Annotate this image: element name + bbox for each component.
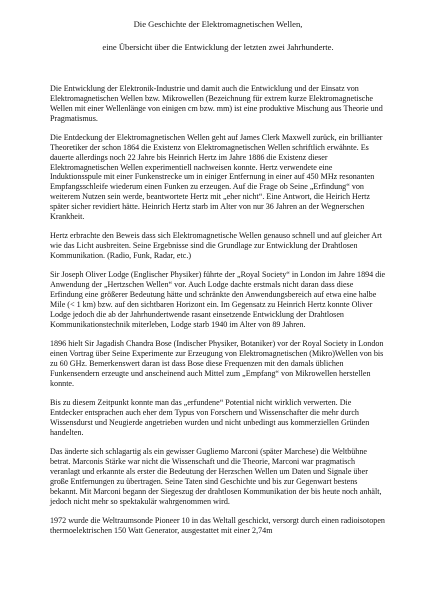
paragraph-hertz-proof: Hertz erbrachte den Beweis dass sich Elektromagnetische Wellen genauso schnell und auf gleicher Art wie das Licht ausbreiten. Seine Ergebnisse sind die Grundlage zur Entwicklung der Drahtlosen Kommunikation. (Radio, Funk, Radar, etc.) [50,231,383,261]
paragraph-potential: Bis zu diesem Zeitpunkt konnte man das „erfundene“ Potential nicht wirklich verwerten. Die Entdecker entsprachen auch eher dem Typus von Forschern und Wissenschafter die mehr durch Wissensdurst und Neugierde angetrieben wurden und nicht unbedingt aus kommerziellen Gründen handelten. [50,398,370,437]
paragraph-bose: 1896 hielt Sir Jagadish Chandra Bose (Indischer Physiker, Botaniker) vor der Royal Society in London einen Vortrag über Seine Experimente zur Erzeugung von Elektromagnetischen (Mikro)Wellen von bis zu 60 GHz. Bemerkenswert daran ist dass Bose diese Frequenzen mit den damals üblichen Funkensendern erzeugte und anscheinend auch Mittel zum „Empfang“ von Mikrowellen herstellen konnte. [50,339,384,388]
paragraph-intro: Die Entwicklung der Elektronik-Industrie und damit auch die Entwicklung und der Einsatz von Elektromagnetischen Wellen bzw. Mikrowellen (Bezeichnung für extrem kurze Elektromagnetische Wellen mit einer Wellenlänge von einigen cm bzw. mm) ist eine produktive Mischung aus Theorie und Pragmatismus. [50,83,383,123]
document-body [50,53,386,536]
document-title-line-2: eine Übersicht über die Entwicklung der letzten zwei Jahrhunderte. [102,42,334,53]
document-title-line-1: Die Geschichte der Elektromagnetischen Wellen, [133,19,303,29]
paragraph-lodge: Sir Joseph Oliver Lodge (Englischer Physiker) führte der „Royal Society“ in London im Jahre 1894 die Anwendung der „Hertzschen Wellen“ vor. Auch Lodge dachte erstmals nicht daran dass diese Erfindung eine größerer Bedeutung hätte und schränkte den Anwendungsbereich auf etwa eine halbe Mile (< 1 km) bzw. auf den sichtbaren Horizont ein. Im Gegensatz zu Heinrich Hertz konnte Oliver Lodge jedoch die ab der Jahrhundertwende rasant einsetzende Entwicklung der Drahtlosen Kommunikationstechnik miterleben, Lodge starb 1940 im Alter von 89 Jahren. [50,270,386,330]
paragraph-pioneer: 1972 wurde die Weltraumsonde Pioneer 10 in das Weltall geschickt, versorgt durch einen radioisotopen thermoelektrischen 150 Watt Generator, ausgestattet mit einer 2,74m [50,516,385,535]
paragraph-maxwell-hertz: Die Entdeckung der Elektromagnetischen Wellen geht auf James Clerk Maxwell zurück, ein brillianter Theoretiker der schon 1864 die Existenz von Elektromagnetischen Wellen schriftlich erwähnte. Es dauerte allerdings noch 22 Jahre bis Heinrich Hertz im Jahre 1886 die Existenz dieser Elektromagnetischen Wellen experimentiell nachweisen konnte. Hertz verwendete eine Induktionsspule mit einer Funkenstrecke um in einiger Entfernung in einer auf 450 MHz resonanten Empfangsschleife wiederum einen Funken zu erzeugen. Auf die Frage ob Seine „Erfindung“ von weiterem Nutzen sein werde, beantwortete Hertz mit „eher nicht“. Eine Antwort, die Heirich Hertz später sicher revidiert hätte. Heinrich Hertz starb im Alter von nur 36 Jahren an der Wegnerschen Krankheit. [50,132,383,222]
paragraph-marconi: Das änderte sich schlagartig als ein gewisser Gugliemo Marconi (später Marchese) die Weltbühne betrat. Marconis Stärke war nicht die Wissenschaft und die Theorie, Marconi war pragmatisch veranlagt und erkannte als erster die Bedeutung der Herzschen Wellen um Daten und Signale über große Entfernungen zu übertragen. Seine Taten sind Geschichte und bis zur Gegenwart bestens bekannt. Mit Marconi begann der Siegeszug der drahtlosen Kommunikation der bis heute noch anhält, jedoch nicht mehr so spektakulär wahrgenommen wird. [50,447,382,506]
